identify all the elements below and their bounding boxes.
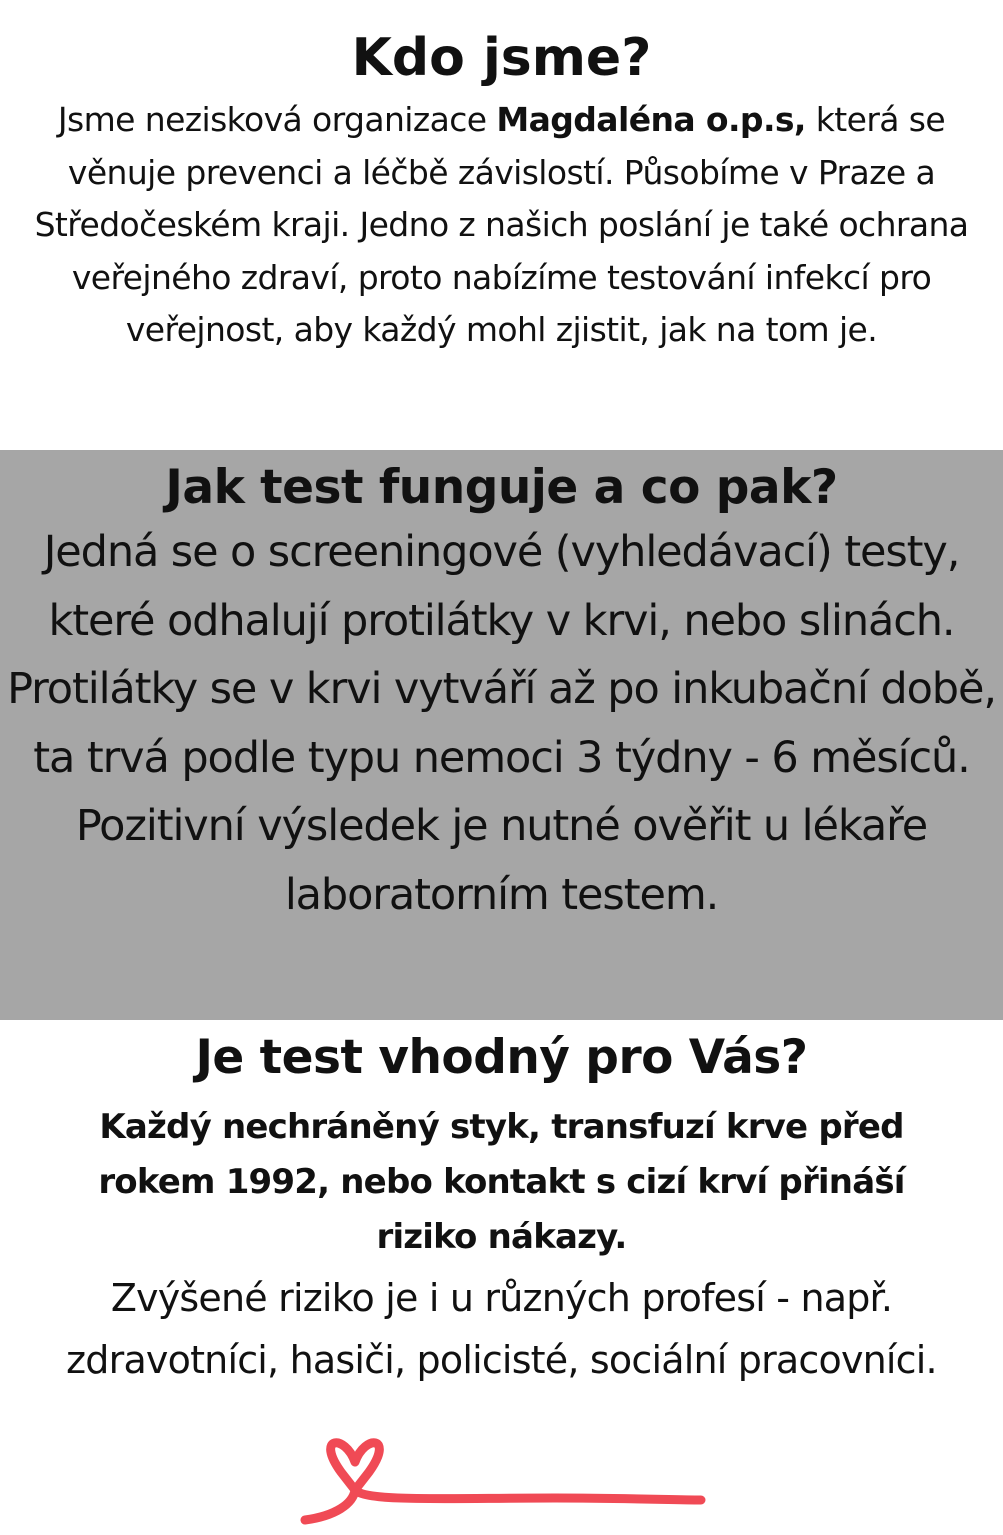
organization-name: Magdaléna o.p.s, <box>496 100 806 139</box>
who-we-are-text <box>0 94 1003 357</box>
how-test-works-title: Jak test funguje a co pak? <box>165 460 838 515</box>
heart-ribbon-icon <box>295 1432 715 1528</box>
professions-risk-text: Zvýšené riziko je i u různých profesí - např. zdravotníci, hasiči, policisté, sociální pracovníci. <box>66 1276 937 1382</box>
positive-result-text: Pozitivní výsledek je nutné ověřit u lékaře laboratorním testem. <box>75 801 928 920</box>
who-we-are-text-end: která se věnuje prevenci a léčbě závislostí. Působíme v Praze a Středočeském kraji. Jedno z našich poslání je také ochrana veřejného zdraví, proto nabízíme testování infekcí pro veřejnost, aby každý mohl zjistit, jak na tom je. <box>34 100 969 349</box>
section-is-test-for-you <box>0 1020 1003 1440</box>
is-test-for-you-title: Je test vhodný pro Vás? <box>195 1030 808 1085</box>
risk-statement: Každý nechráněný styk, transfuzí krve před rokem 1992, nebo kontakt s cizí krví přináší riziko nákazy. <box>98 1107 905 1257</box>
who-we-are-text-start: Jsme nezisková organizace <box>57 100 497 139</box>
section-who-we-are <box>0 0 1003 450</box>
section-how-test-works <box>0 450 1003 1020</box>
how-test-works-text: Jedná se o screeningové (vyhledávací) testy, které odhalují protilátky v krvi, nebo slinách. Protilátky se v krvi vytváří až po inkubační době, ta trvá podle typu nemoci 3 týdny - 6 měsíců. <box>7 527 996 783</box>
who-we-are-title: Kdo jsme? <box>351 28 652 88</box>
